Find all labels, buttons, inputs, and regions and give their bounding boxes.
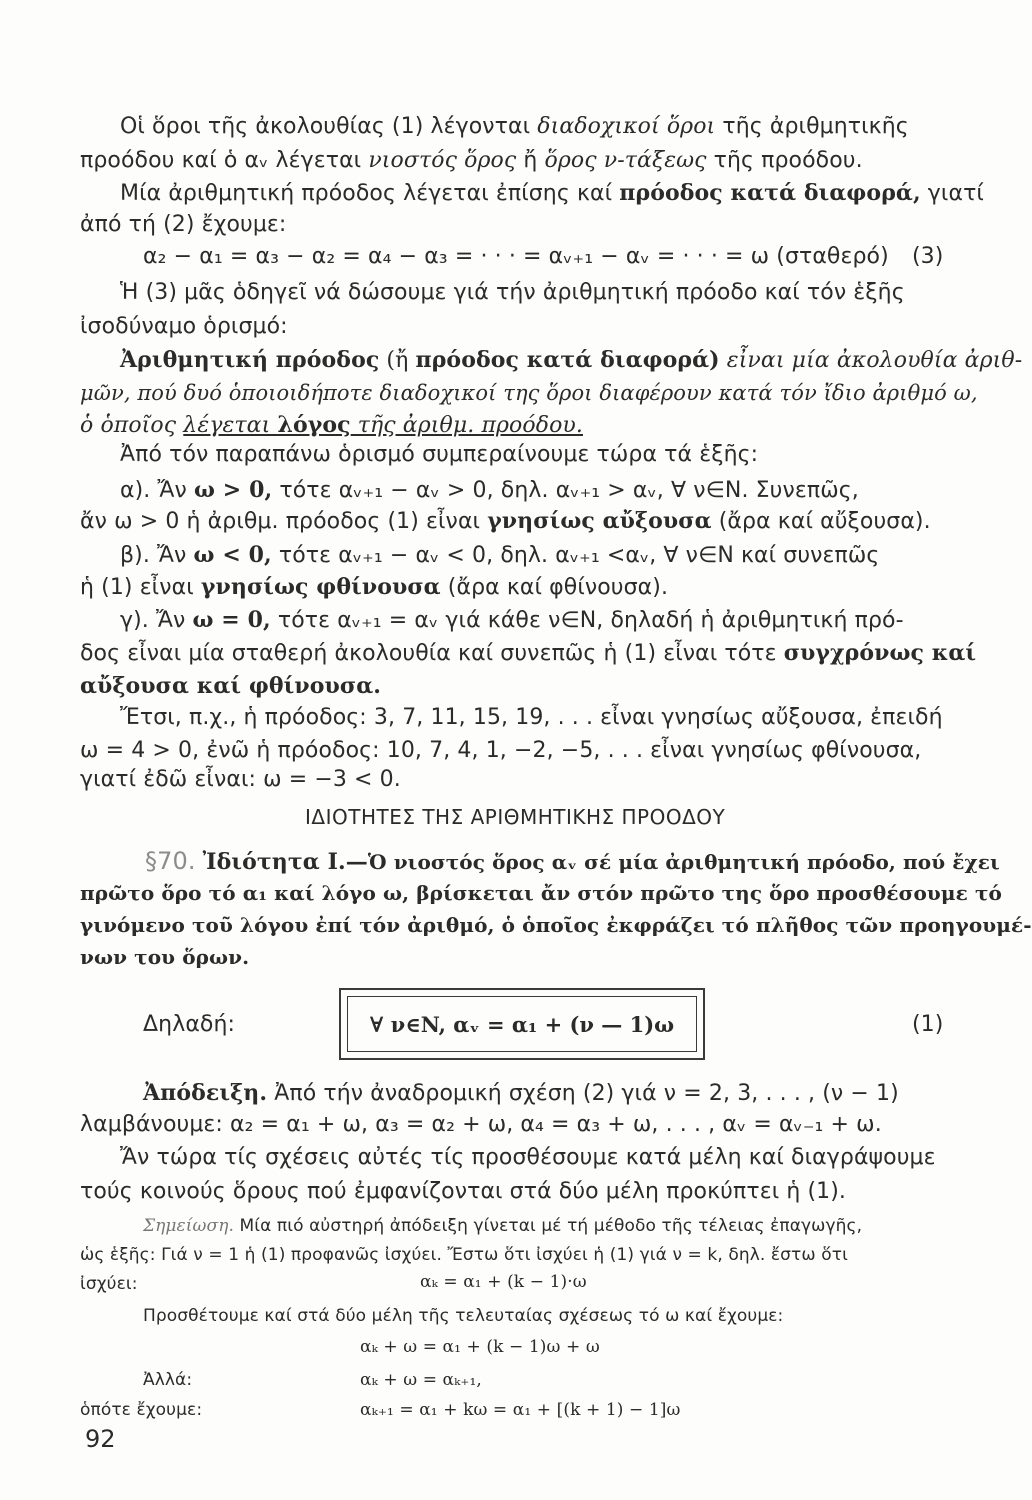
bold-term: ω < 0, (193, 542, 272, 568)
italic-text: ὁ ὁποῖος (80, 413, 184, 438)
text-line: ἰσοδύναμο ὁρισμό: (80, 314, 288, 339)
text-line (120, 112, 909, 142)
bold-term: συγχρόνως καί (783, 640, 977, 666)
note-formula: αₖ + ω = α₁ + (k − 1)ω + ω (360, 1337, 600, 1357)
text: Οἱ ὅροι τῆς ἀκολουθίας (1) λέγονται (120, 114, 538, 139)
proof-line: Ἄν τώρα τίς σχέσεις αὐτές τίς προσθέσουμε κατά μέλη καί διαγράψουμε (120, 1145, 936, 1170)
definition-line: μῶν, πού δυό ὁποιοιδήποτε διαδοχικοί της ὅροι διαφέρουν κατά τόν ἴδιο ἀριθμό ω, (80, 381, 978, 405)
note-line (143, 1214, 862, 1238)
text: γ). Ἄν (120, 608, 193, 633)
note-line: ὁπότε ἔχουμε: (80, 1400, 203, 1420)
italic-text: λέγεται (183, 413, 278, 438)
property-title: Ἰδιότητα Ι.— (202, 849, 368, 875)
case-b-line (120, 540, 879, 571)
note-line: Ἀλλά: (143, 1370, 193, 1390)
definition-line (120, 345, 1022, 376)
equation-number: (3) (912, 244, 944, 269)
property-line: πρῶτο ὅρο τό α₁ καί λόγο ω, βρίσκεται ἄν στόν πρῶτο της ὅρο προσθέσουμε τό (80, 881, 1002, 905)
italic-term: διαδοχικοί ὅροι (537, 114, 716, 139)
text: ἄν ω > 0 ἡ ἀριθμ. πρόοδος (1) εἶναι (80, 509, 488, 534)
text: γιατί (920, 181, 984, 206)
bold-term: λόγος (277, 412, 351, 438)
box-label: Δηλαδή: (143, 1012, 236, 1037)
definition-line (80, 410, 583, 441)
case-c-line: αὔξουσα καί φθίνουσα. (80, 673, 382, 699)
page-number: 92 (85, 1425, 116, 1453)
text: τότε αᵥ₊₁ = αᵥ γιά κάθε ν∈N, δηλαδή ἡ ἀριθμητική πρό- (270, 608, 904, 633)
example-line: ω = 4 > 0, ἐνῶ ἡ πρόοδος: 10, 7, 4, 1, −2, −5, . . . εἶναι γνησίως φθίνουσα, (80, 738, 922, 763)
section-heading: ΙΔΙΟΤΗΤΕΣ ΤΗΣ ΑΡΙΘΜΗΤΙΚΗΣ ΠΡΟΟΔΟΥ (305, 805, 726, 829)
bold-term: γνησίως αὔξουσα (487, 508, 712, 534)
note-line: ἰσχύει: (80, 1274, 138, 1294)
italic-text: εἶναι μία ἀκολουθία ἀριθ- (719, 348, 1023, 373)
case-a-line (80, 506, 931, 537)
proof-title: Ἀπόδειξη. (143, 1080, 268, 1106)
note-formula: αₖ = α₁ + (k − 1)·ω (420, 1272, 587, 1292)
example-line: Ἔτσι, π.χ., ἡ πρόοδος: 3, 7, 11, 15, 19, . . . εἶναι γνησίως αὔξουσα, ἐπειδή (120, 705, 943, 730)
text: Μία πιό αὐστηρή ἀπόδειξη γίνεται μέ τή μέθοδο τῆς τέλειας ἐπαγωγῆς, (234, 1216, 863, 1236)
italic-term: νιοστός ὅρος (368, 148, 517, 173)
text-line (120, 178, 984, 209)
note-formula: αₖ₊₁ = α₁ + kω = α₁ + [(k + 1) − 1]ω (360, 1400, 681, 1420)
italic-text: τῆς ἀριθμ. προόδου. (350, 413, 583, 438)
text: (ἄρα καί φθίνουσα). (440, 575, 669, 600)
text: τότε αᵥ₊₁ − αᵥ > 0, δηλ. αᵥ₊₁ > αᵥ, ∀ ν∈N. Συνεπῶς, (272, 478, 859, 503)
case-c-line (120, 605, 904, 636)
text-line: ἀπό τή (2) ἔχουμε: (80, 212, 287, 237)
proof-line: λαμβάνουμε: α₂ = α₁ + ω, α₃ = α₂ + ω, α₄ = α₃ + ω, . . . , αᵥ = αᵥ₋₁ + ω. (80, 1112, 882, 1137)
property-line: νων του ὅρων. (80, 945, 250, 969)
bold-term: ω = 0, (192, 607, 271, 633)
text: τότε αᵥ₊₁ − αᵥ < 0, δηλ. αᵥ₊₁ <αᵥ, ∀ ν∈N καί συνεπῶς (271, 543, 880, 568)
bold-term: ω > 0, (193, 477, 273, 503)
bold-text: Ὁ νιοστός ὅρος αᵥ σέ μία ἀριθμητική πρόοδο, πού ἔχει (367, 850, 1000, 874)
text: Ἀπό τήν ἀναδρομική σχέση (2) γιά ν = 2, 3, . . . , (ν − 1) (267, 1081, 899, 1106)
bold-term: πρόοδος κατά διαφορά, (619, 180, 921, 206)
text-line (80, 146, 863, 176)
proof-line: τούς κοινούς ὅρους πού ἐμφανίζονται στά δύο μέλη προκύπτει ἡ (1). (80, 1179, 847, 1204)
text: προόδου καί ὁ αᵥ λέγεται (80, 148, 369, 173)
case-b-line (80, 572, 668, 603)
note-formula: αₖ + ω = αₖ₊₁, (360, 1370, 482, 1390)
bold-term: Ἀριθμητική πρόοδος (120, 347, 380, 373)
text: (ἤ (379, 348, 416, 373)
note-title: Σημείωση. (143, 1216, 234, 1236)
text: β). Ἄν (120, 543, 194, 568)
text: ἤ (516, 148, 545, 173)
note-line: Προσθέτουμε καί στά δύο μέλη τῆς τελευταίας σχέσεως τό ω καί ἔχουμε: (143, 1306, 784, 1326)
text-line: Ἀπό τόν παραπάνω ὁρισμό συμπεραίνουμε τώρα τά ἑξῆς: (120, 442, 759, 467)
bold-term: γνησίως φθίνουσα (200, 574, 441, 600)
text: (ἄρα καί αὔξουσα). (711, 509, 931, 534)
note-line: ὡς ἑξῆς: Γιά ν = 1 ἡ (1) προφανῶς ἰσχύει. Ἔστω ὅτι ἰσχύει ἡ (1) γιά ν = k, δηλ. ἔστω ὅτι (80, 1245, 848, 1265)
text: α). Ἄν (120, 478, 194, 503)
equation-number: (1) (912, 1012, 944, 1037)
text: Μία ἀριθμητική πρόοδος λέγεται ἐπίσης καί (120, 181, 620, 206)
boxed-formula: ∀ ν∈N, αᵥ = α₁ + (ν — 1)ω (347, 996, 697, 1052)
text: τῆς ἀριθμητικῆς (715, 114, 909, 139)
italic-term: ὅρος ν-τάξεως (544, 148, 707, 173)
formula-box (339, 988, 705, 1060)
case-a-line (120, 475, 859, 506)
text: τῆς προόδου. (706, 148, 863, 173)
example-line: γιατί ἐδῶ εἶναι: ω = −3 < 0. (80, 767, 401, 792)
equation-3: α₂ − α₁ = α₃ − α₂ = α₄ − α₃ = · · · = αᵥ₊₁ − αᵥ = · · · = ω (σταθερό) (143, 244, 889, 269)
text: ἡ (1) εἶναι (80, 575, 201, 600)
property-line (145, 846, 1000, 878)
section-number: §70. (145, 847, 196, 875)
case-c-line (80, 638, 976, 669)
bold-term: πρόοδος κατά διαφορά) (415, 347, 720, 373)
text-line: Ἡ (3) μᾶς ὁδηγεῖ νά δώσουμε γιά τήν ἀριθμητική πρόοδο καί τόν ἑξῆς (120, 280, 905, 305)
proof-line (143, 1078, 899, 1109)
property-line: γινόμενο τοῦ λόγου ἐπί τόν ἀριθμό, ὁ ὁποῖος ἐκφράζει τό πλῆθος τῶν προηγουμέ- (80, 913, 1032, 937)
text: δος εἶναι μία σταθερή ἀκολουθία καί συνεπῶς ἡ (1) εἶναι τότε (80, 641, 784, 666)
